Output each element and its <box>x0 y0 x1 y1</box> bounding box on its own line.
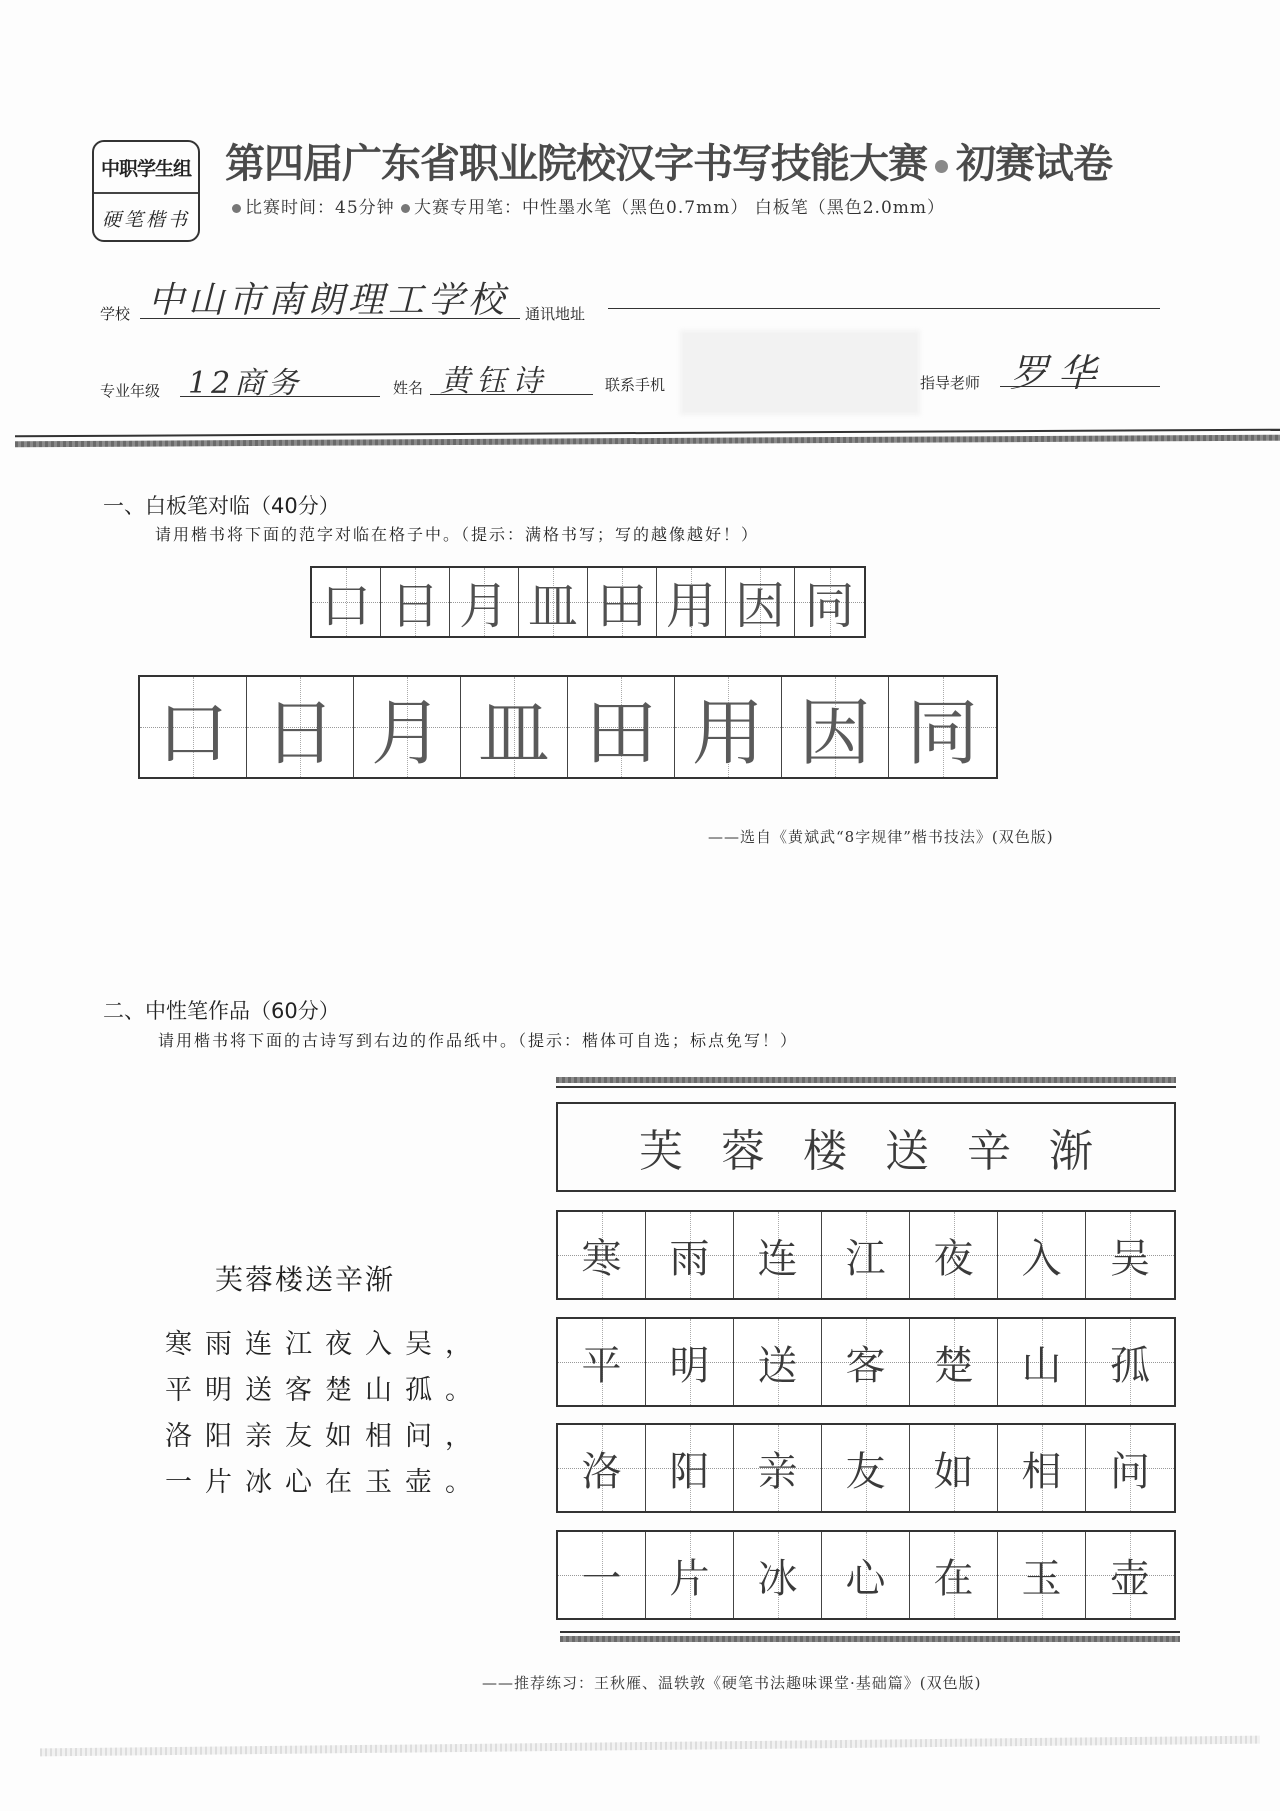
work-row-1 <box>556 1210 1176 1300</box>
copy-char-cell[interactable]: 同 <box>889 677 996 777</box>
work-char-cell[interactable]: 友 <box>822 1425 910 1511</box>
work-char-cell[interactable]: 阳 <box>646 1425 734 1511</box>
address-label: 通讯地址 <box>525 305 586 323</box>
badge-group-label: 中职学生组 <box>94 142 198 194</box>
exam-title-sub: 初赛试卷 <box>956 141 1112 187</box>
work-row-2 <box>556 1317 1176 1407</box>
poem-reference-text <box>165 1322 485 1506</box>
work-char-cell[interactable]: 寒 <box>558 1212 646 1298</box>
work-char-cell[interactable]: 夜 <box>910 1212 998 1298</box>
exam-pen: 大赛专用笔：中性墨水笔（黑色0.7mm） 白板笔（黑色2.0mm） <box>414 198 946 218</box>
teacher-label: 指导老师 <box>920 374 981 392</box>
work-char-cell[interactable]: 明 <box>646 1319 734 1405</box>
work-char-cell[interactable]: 如 <box>910 1425 998 1511</box>
name-field[interactable]: 黄钰诗 <box>440 364 548 399</box>
poem-line: 寒雨连江夜入吴， <box>165 1329 485 1360</box>
scan-artifact <box>40 1736 1260 1757</box>
work-char-cell[interactable]: 山 <box>998 1319 1086 1405</box>
bullet-dot-icon <box>401 204 410 213</box>
section1-source: ——选自《黄斌武“8字规律”楷书技法》(双色版) <box>708 828 1054 846</box>
model-char-cell: 皿 <box>519 568 588 636</box>
major-label: 专业年级 <box>100 382 161 400</box>
work-char-cell[interactable]: 一 <box>558 1532 646 1618</box>
work-title-char: 芙 <box>639 1126 683 1177</box>
work-title-char: 蓉 <box>721 1126 765 1177</box>
work-title-char: 辛 <box>967 1126 1011 1177</box>
poem-line: 平明送客楚山孤。 <box>165 1375 485 1406</box>
copy-char-cell[interactable]: 皿 <box>461 677 568 777</box>
badge-category-label: 硬笔楷书 <box>101 208 190 231</box>
model-char-cell: 月 <box>450 568 519 636</box>
exam-meta <box>232 193 945 218</box>
model-char-cell: 因 <box>726 568 795 636</box>
header-divider-thick <box>15 435 1280 448</box>
work-paper-top-border-thick <box>556 1077 1176 1083</box>
phone-field-redacted[interactable] <box>680 330 920 415</box>
model-char-cell: 日 <box>381 568 450 636</box>
copy-char-grid <box>138 675 998 779</box>
model-char-cell: 田 <box>588 568 657 636</box>
work-paper-top-border-thin <box>556 1086 1176 1088</box>
section2-instruction: 请用楷书将下面的古诗写到右边的作品纸中。（提示：楷体可自选；标点免写！） <box>158 1031 799 1050</box>
school-field[interactable]: 中山市南朗理工学校 <box>148 280 509 321</box>
work-char-cell[interactable]: 相 <box>998 1425 1086 1511</box>
copy-char-cell[interactable]: 用 <box>675 677 782 777</box>
work-char-cell[interactable]: 连 <box>734 1212 822 1298</box>
work-paper-bottom-border-thin <box>560 1631 1180 1633</box>
work-char-cell[interactable]: 玉 <box>998 1532 1086 1618</box>
model-char-cell: 用 <box>657 568 726 636</box>
work-char-cell[interactable]: 洛 <box>558 1425 646 1511</box>
section2-heading: 二、中性笔作品（60分） <box>103 999 340 1023</box>
work-char-cell[interactable]: 送 <box>734 1319 822 1405</box>
work-title-char: 楼 <box>803 1126 847 1177</box>
copy-char-cell[interactable]: 口 <box>140 677 247 777</box>
model-char-cell: 同 <box>795 568 864 636</box>
section1-instruction: 请用楷书将下面的范字对临在格子中。（提示：满格书写；写的越像越好！） <box>155 525 760 544</box>
section2-source: ——推荐练习：王秋雁、温轶敦《硬笔书法趣味课堂·基础篇》(双色版) <box>482 1674 982 1692</box>
copy-char-cell[interactable]: 月 <box>354 677 461 777</box>
work-row-3 <box>556 1423 1176 1513</box>
bullet-dot-icon <box>232 204 241 213</box>
work-char-cell[interactable]: 片 <box>646 1532 734 1618</box>
exam-title <box>225 132 1112 189</box>
copy-char-cell[interactable]: 日 <box>247 677 354 777</box>
address-field[interactable] <box>608 308 1160 309</box>
work-title-char: 送 <box>885 1126 929 1177</box>
bullet-dot-icon <box>935 160 948 173</box>
school-label: 学校 <box>100 305 131 323</box>
exam-title-main: 第四届广东省职业院校汉字书写技能大赛 <box>225 141 927 187</box>
work-paper-bottom-border-thick <box>560 1636 1180 1642</box>
work-char-cell[interactable]: 平 <box>558 1319 646 1405</box>
copy-char-cell[interactable]: 田 <box>568 677 675 777</box>
exam-time: 比赛时间：45分钟 <box>245 198 395 218</box>
model-char-grid <box>310 566 866 638</box>
work-char-cell[interactable]: 在 <box>910 1532 998 1618</box>
poem-line: 洛阳亲友如相问， <box>165 1421 485 1452</box>
work-char-cell[interactable]: 楚 <box>910 1319 998 1405</box>
name-label: 姓名 <box>393 379 424 397</box>
major-field[interactable]: 12商务 <box>188 366 303 401</box>
group-badge <box>92 140 200 242</box>
work-char-cell[interactable]: 亲 <box>734 1425 822 1511</box>
poem-reference-title: 芙蓉楼送辛渐 <box>215 1263 396 1296</box>
work-char-cell[interactable]: 雨 <box>646 1212 734 1298</box>
work-char-cell[interactable]: 问 <box>1086 1425 1174 1511</box>
work-char-cell[interactable]: 吴 <box>1086 1212 1174 1298</box>
work-char-cell[interactable]: 江 <box>822 1212 910 1298</box>
work-char-cell[interactable]: 心 <box>822 1532 910 1618</box>
work-title-box[interactable] <box>556 1102 1176 1192</box>
model-char-cell: 口 <box>312 568 381 636</box>
work-char-cell[interactable]: 入 <box>998 1212 1086 1298</box>
section1-heading: 一、白板笔对临（40分） <box>103 494 340 518</box>
work-char-cell[interactable]: 客 <box>822 1319 910 1405</box>
work-char-cell[interactable]: 壶 <box>1086 1532 1174 1618</box>
poem-line: 一片冰心在玉壶。 <box>165 1467 485 1498</box>
work-char-cell[interactable]: 冰 <box>734 1532 822 1618</box>
teacher-field[interactable]: 罗华 <box>1010 351 1107 395</box>
copy-char-cell[interactable]: 因 <box>782 677 889 777</box>
phone-label: 联系手机 <box>605 376 666 394</box>
work-row-4 <box>556 1530 1176 1620</box>
work-title-char: 渐 <box>1049 1126 1093 1177</box>
work-char-cell[interactable]: 孤 <box>1086 1319 1174 1405</box>
